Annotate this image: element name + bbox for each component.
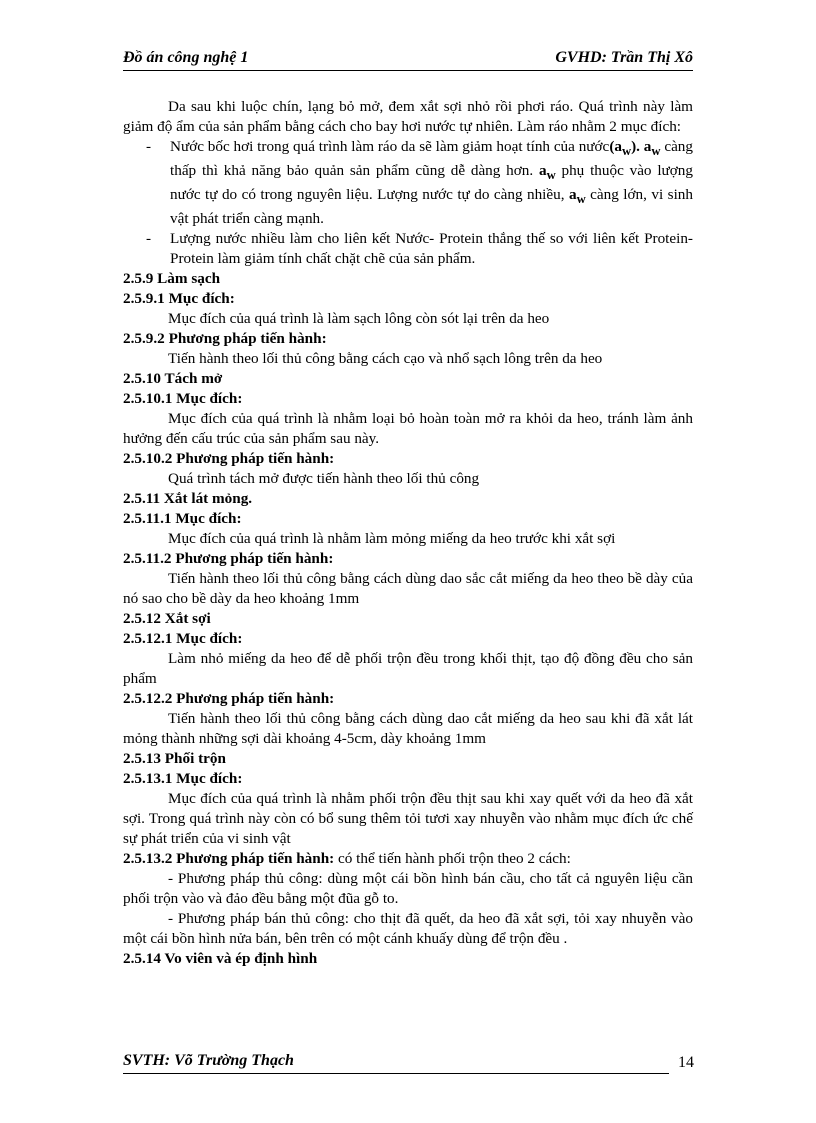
aw-close: ). [631,138,640,155]
method-heading-line [123,849,693,869]
bullet-item [123,137,693,229]
subsection-heading: 2.5.12.2 Phương pháp tiến hành: [123,690,335,708]
body-text: Quá trình tách mở được tiến hành theo lối thủ công [168,470,480,488]
subsection-heading: 2.5.10.2 Phương pháp tiến hành: [123,450,335,468]
page-footer [123,1052,669,1074]
bullet-dash: - [146,230,152,248]
body-text: Tiến hành theo lối thủ công bằng cách dùng dao sắc cắt miếng da heo theo bề dày của nó sao cho bề dày da heo khoảng 1mm [123,570,693,608]
section-heading: 2.5.11 Xắt lát mỏng. [123,490,253,508]
aw-symbol: $a_w$ [568,186,586,207]
page-body [123,97,693,969]
section-heading: 2.5.13 Phối trộn [123,750,226,768]
subsection-heading: 2.5.10.1 Mục đích: [123,390,243,408]
bullet-text: Nước bốc hơi trong quá trình làm ráo da sẽ làm giảm hoạt tính của nước [170,138,610,155]
subsection-heading: 2.5.13.1 Mục đích: [123,770,243,788]
bullet-text: càng lớn, vi sinh vật phát triển càng mạnh. [170,186,693,228]
bullet-item [123,229,693,269]
section-heading: 2.5.9 Làm sạch [123,270,221,288]
body-text: Tiến hành theo lối thủ công bằng cách cạo và nhổ sạch lông trên da heo [168,350,603,368]
subsection-heading: 2.5.13.2 Phương pháp tiến hành: [123,850,335,868]
subsection-heading: 2.5.12.1 Mục đích: [123,630,243,648]
section-heading: 2.5.12 Xắt sợi [123,610,211,628]
body-text: Mục đích của quá trình là nhằm loại bỏ hoàn toàn mở ra khỏi da heo, tránh làm ảnh hưởng đến cấu trúc của sản phẩm sau này. [123,410,693,448]
bullet-text: Lượng nước nhiều làm cho liên kết Nước- Protein thắng thế so với liên kết Protein-Protein làm giảm tính chất chặt chẽ của sản phẩm. [170,230,693,268]
section-heading: 2.5.14 Vo viên và ép định hình [123,950,318,968]
footer-student: SVTH: Võ Trường Thạch [123,1052,294,1069]
subsection-heading: 2.5.11.1 Mục đích: [123,510,242,528]
aw-open: (a [609,138,622,155]
page-number: 14 [678,1054,694,1071]
subsection-heading: 2.5.9.1 Mục đích: [123,290,235,308]
method-item: - Phương pháp bán thủ công: cho thịt đã quết, da heo đã xắt sợi, tỏi xay nhuyễn vào một cái bồn hình nửa bán, bên trên có một cánh khuấy dùng để trộn đều . [123,910,693,948]
body-text: có thể tiến hành phối trộn theo 2 cách: [334,850,571,868]
header-instructor: GVHD: Trần Thị Xô [555,49,693,66]
aw-symbol: $a_w$ [643,138,661,159]
aw-subscript: w [621,144,632,159]
method-item: - Phương pháp thủ công: dùng một cái bồn hình bán cầu, cho tất cả nguyên liệu cần phối trộn vào và đảo đều bằng một đũa gỗ to. [123,870,693,908]
body-text: Mục đích của quá trình là nhằm làm mỏng miếng da heo trước khi xắt sợi [168,530,616,548]
body-text: Mục đích của quá trình là làm sạch lông còn sót lại trên da heo [168,310,550,328]
body-text: Mục đích của quá trình là nhằm phối trộn đều thịt sau khi xay quết với da heo đã xắt sợi. Trong quá trình này còn có bổ sung thêm tỏi tươi xay nhuyễn vào nhằm mục đích ức chế sự phát triển của vi sinh vật [123,790,693,848]
body-text: Tiến hành theo lối thủ công bằng cách dùng dao cắt miếng da heo sau khi đã xắt lát mỏng thành những sợi dài khoảng 4-5cm, dày khoảng 1mm [123,710,693,748]
section-heading: 2.5.10 Tách mở [123,370,223,388]
intro-paragraph: Da sau khi luộc chín, lạng bỏ mở, đem xắt sợi nhỏ rồi phơi ráo. Quá trình này làm giảm độ ẩm của sản phẩm bằng cách cho bay hơi nước tự nhiên. Làm ráo nhằm 2 mục đích: [123,98,693,135]
body-text: Làm nhỏ miếng da heo để dễ phối trộn đều trong khối thịt, tạo độ đồng đều cho sản phẩm [123,650,693,688]
aw-symbol: $a_w$ [538,162,556,183]
bullet-text: phụ thuộc vào lượng nước tự do có trong nguyên liệu. Lượng nước tự do càng nhiều, [170,162,693,204]
page-header [123,48,693,71]
subsection-heading: 2.5.11.2 Phương pháp tiến hành: [123,550,334,568]
subsection-heading: 2.5.9.2 Phương pháp tiến hành: [123,330,327,348]
bullet-text: càng thấp thì khả năng bảo quản sản phẩm cũng dễ dàng hơn. [170,138,693,180]
header-course-title: Đồ án công nghệ 1 [123,49,249,66]
bullet-dash: - [146,138,152,155]
